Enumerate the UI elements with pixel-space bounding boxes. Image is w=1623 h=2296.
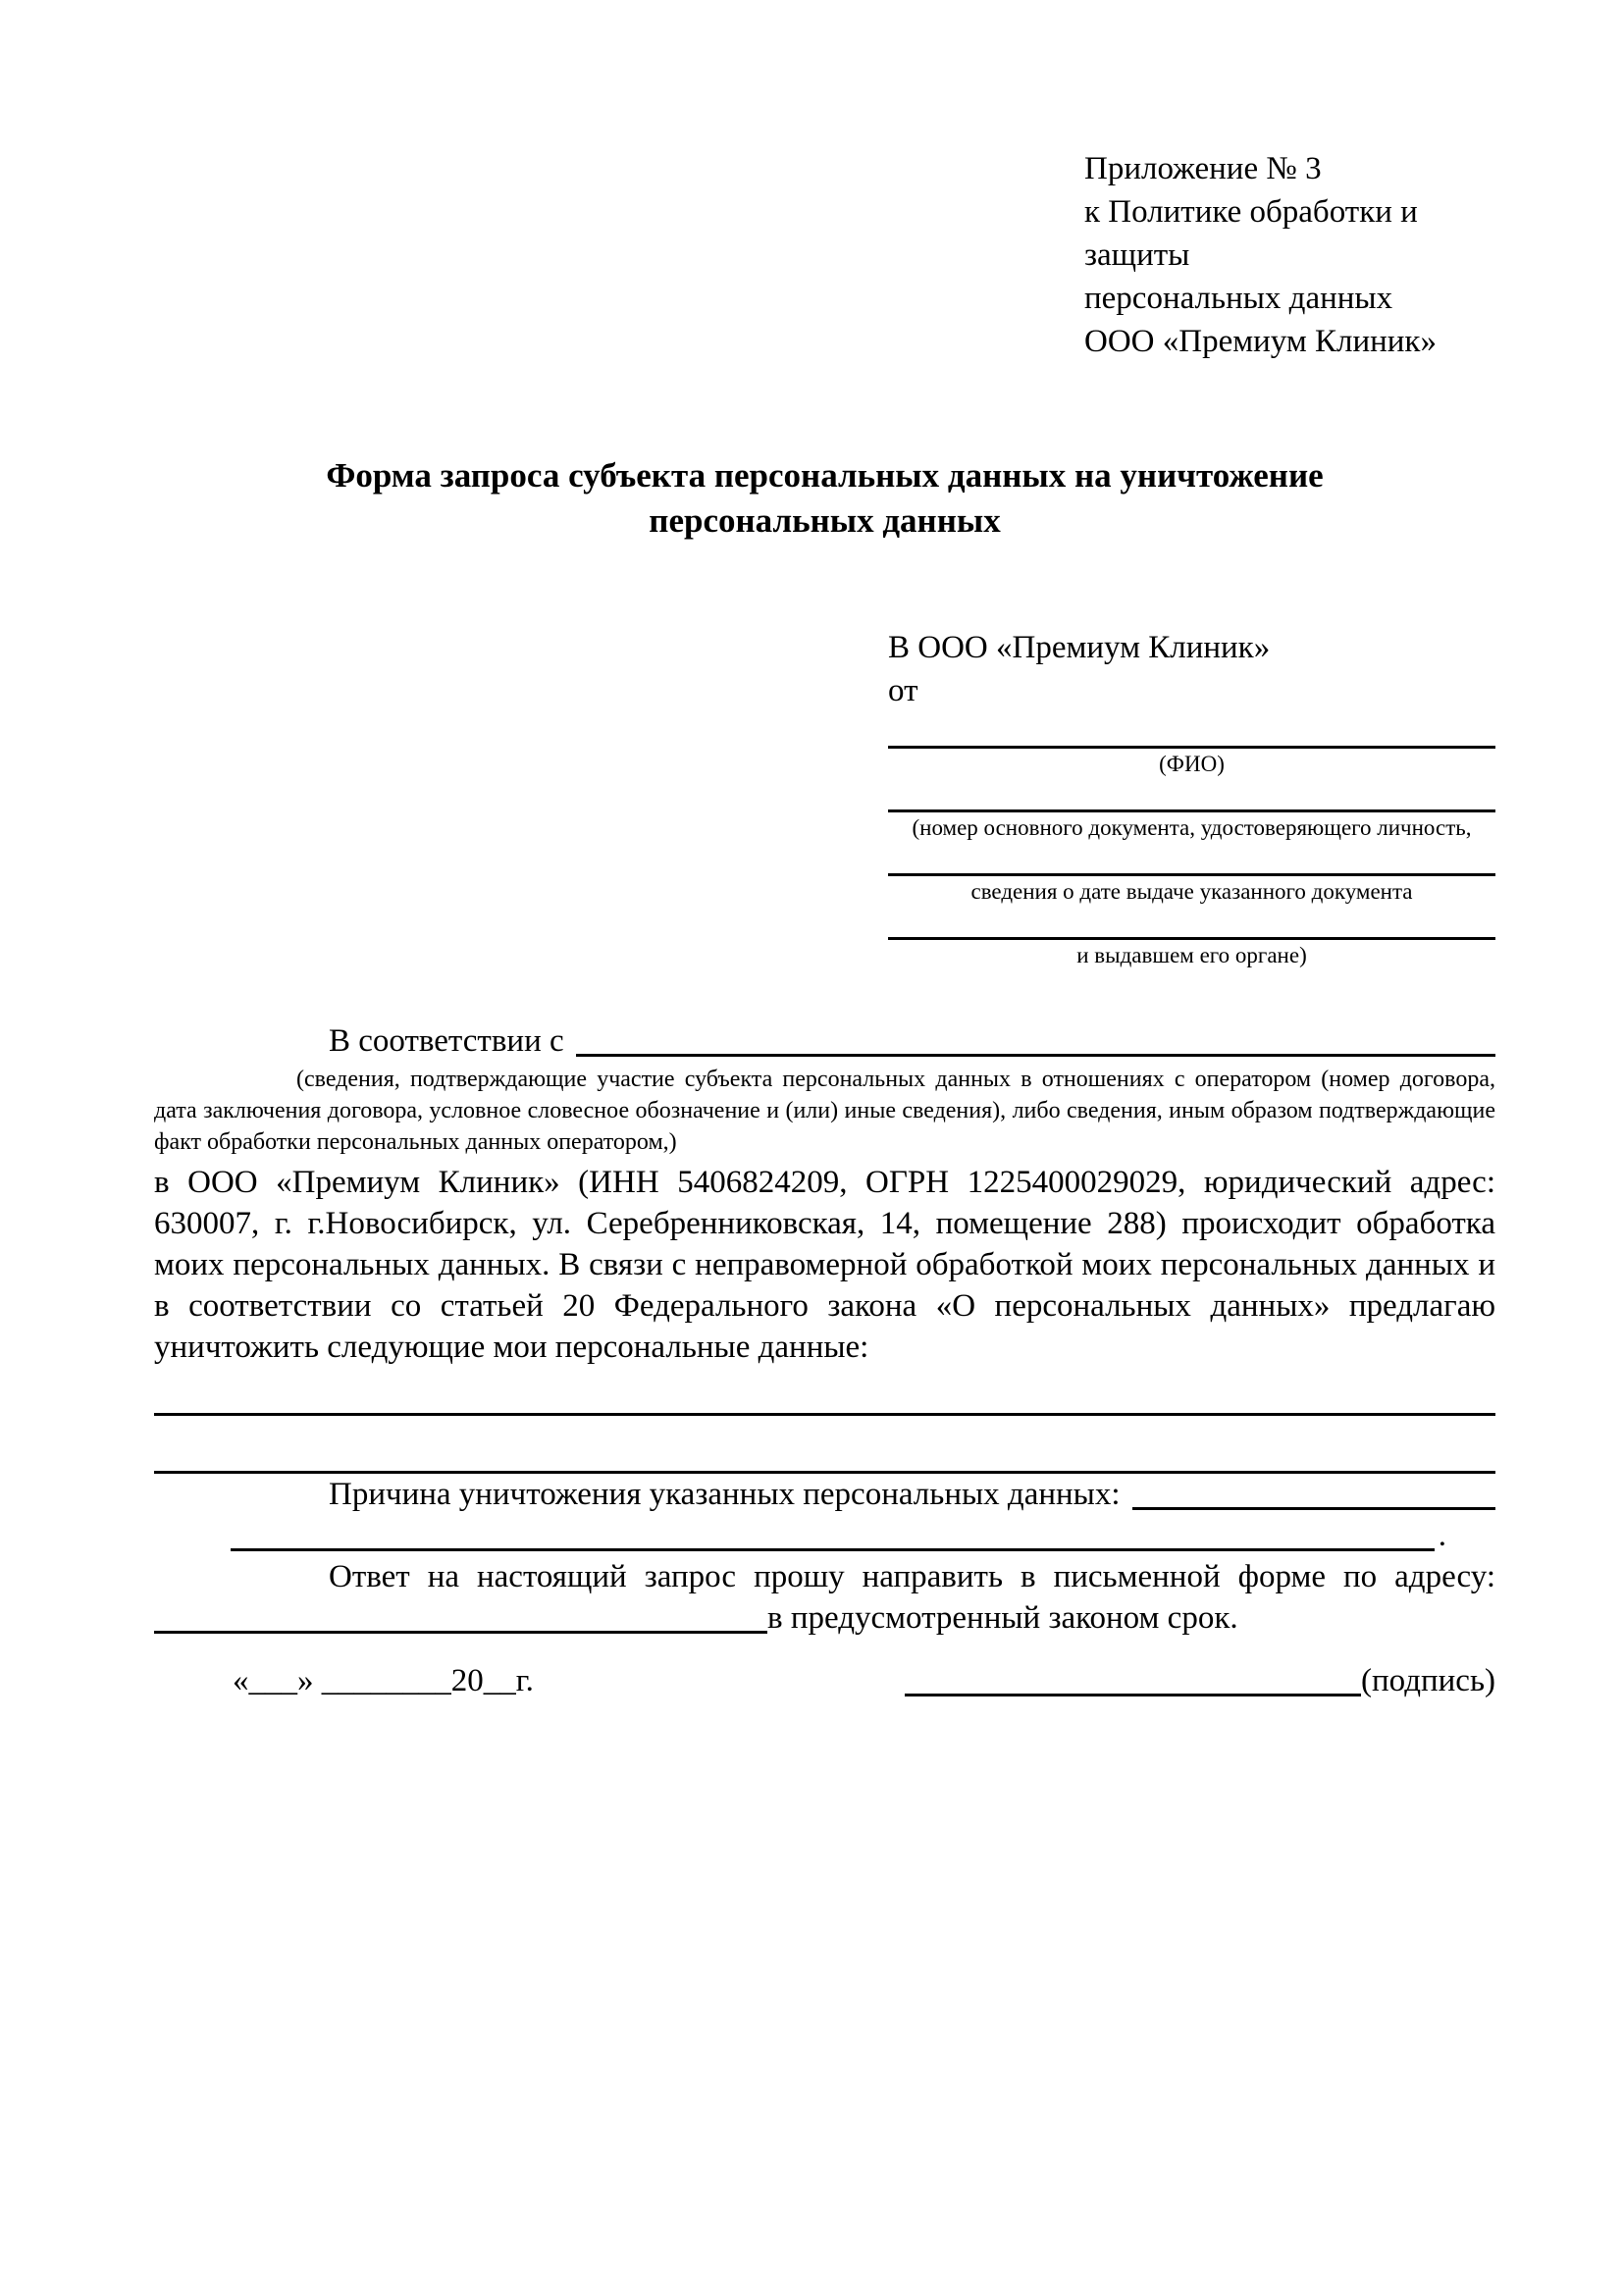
accordance-lead: В соответствии с (329, 1023, 564, 1059)
reason-row (154, 1474, 1495, 1515)
appendix-note-line: Приложение № 3 (1084, 151, 1322, 186)
reason-continuation-line (231, 1548, 1435, 1551)
reason-blank-line (1132, 1507, 1495, 1510)
accordance-row (154, 1020, 1495, 1062)
document-title-line: Форма запроса субъекта персональных данных на уничтожение (326, 456, 1324, 495)
signature-caption: (подпись) (1361, 1663, 1495, 1698)
accordance-note: (сведения, подтверждающие участие субъекта персональных данных в отношениях с оператором (номер договора, дата заключения договора, условное словесное обозначение и (или) иные сведения), либо сведения, иным образом подтверждающие факт обработки персональных данных оператором,) (154, 1067, 1495, 1155)
recipient-from: от (888, 673, 918, 708)
date-signature-row (154, 1660, 1495, 1701)
appendix-note-line: персональных данных (1084, 281, 1393, 316)
personal-data-blank-line-2 (154, 1416, 1495, 1474)
document-title (154, 453, 1495, 544)
doc-number-field-line (888, 776, 1495, 812)
body-paragraph: в ООО «Премиум Клиник» (ИНН 5406824209, ОГРН 1225400029029, юридический адрес: 630007, г. г.Новосибирск, ул. Серебренниковская, 14, помещение 288) происходит обработка моих персональных данных. В связи с неправомерной обработкой моих персональных данных и в соответствии со статьей 20 Федерального закона «О персональных данных» предлагаю уничтожить следующие мои персональные данные: (154, 1165, 1495, 1365)
appendix-note-line: к Политике обработки и защиты (1084, 194, 1418, 273)
document-title-line: персональных данных (649, 501, 1001, 540)
appendix-note (1084, 147, 1495, 363)
address-blank-line (154, 1631, 767, 1634)
answer-paragraph: Ответ на настоящий запрос прошу направить в письменной форме по адресу: (329, 1559, 1495, 1594)
answer-tail: в предусмотренный законом срок. (767, 1600, 1238, 1636)
doc-issuer-field-caption: и выдавшем его органе) (1076, 943, 1307, 967)
signature-group (905, 1660, 1495, 1701)
accordance-blank-line (576, 1054, 1495, 1057)
appendix-note-line: ООО «Премиум Клиник» (1084, 324, 1437, 359)
personal-data-blank-line-1 (154, 1368, 1495, 1416)
answer-address-row (154, 1597, 1495, 1639)
doc-date-field-line (888, 840, 1495, 876)
reason-continuation-row (154, 1515, 1495, 1556)
doc-number-field-caption: (номер основного документа, удостоверяющего личность, (912, 815, 1472, 840)
recipient-to: В ООО «Премиум Клиник» (888, 630, 1271, 665)
signature-line (905, 1694, 1361, 1696)
fio-field-caption: (ФИО) (1159, 752, 1225, 776)
reason-label: Причина уничтожения указанных персональных данных: (329, 1477, 1121, 1512)
reason-period: . (1438, 1518, 1446, 1553)
recipient-block (888, 626, 1495, 967)
fio-field-line (888, 712, 1495, 749)
doc-date-field-caption: сведения о дате выдаче указанного документа (970, 879, 1413, 904)
doc-issuer-field-line (888, 904, 1495, 940)
date-placeholder: «___» ________20__г. (233, 1663, 534, 1698)
